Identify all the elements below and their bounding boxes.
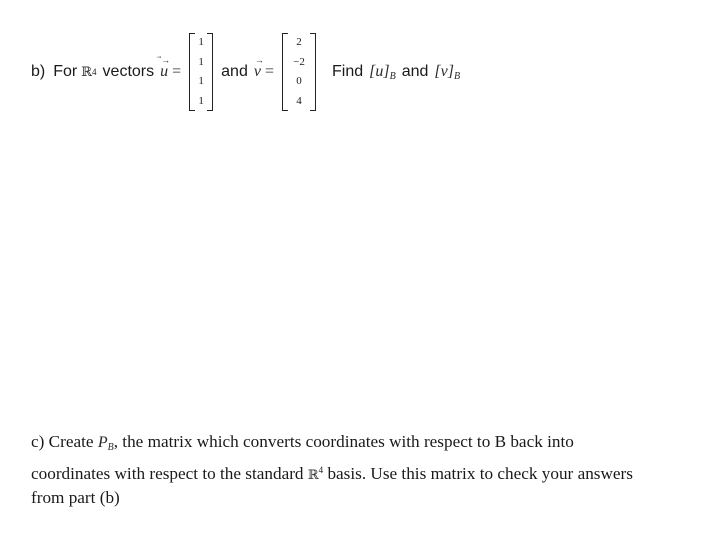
v-entry-3: 0 [296, 75, 302, 88]
real-space-symbol: ℝ [81, 64, 93, 80]
v-entry-2: −2 [293, 55, 305, 68]
for-text: For [53, 63, 78, 80]
u-entry-3: 1 [198, 75, 204, 88]
part-b-label: b) [31, 63, 46, 80]
part-c-line-3: from part (b) [31, 488, 120, 507]
real-space-exponent-c: 4 [318, 465, 324, 475]
u-entry-4: 1 [198, 94, 204, 107]
v-entry-1: 2 [296, 36, 302, 49]
find-text: Find [332, 63, 364, 80]
u-entry-2: 1 [198, 55, 204, 68]
right-bracket [310, 33, 316, 111]
u-entry-1: 1 [198, 36, 204, 49]
vector-u-symbol: ⃗→ u [160, 55, 171, 80]
and-text: and [221, 63, 248, 80]
part-b-question [31, 32, 460, 112]
equals-sign-u: = [172, 63, 182, 80]
p-b-symbol: $P_B$ [97, 434, 114, 453]
real-space-symbol-c: ℝ [307, 468, 319, 483]
part-c-line-2 [31, 459, 711, 487]
and-text-2: and [401, 63, 429, 80]
equals-sign-v: = [264, 63, 274, 80]
vectors-text: vectors [102, 63, 155, 80]
real-space-exponent: 4 [92, 67, 97, 77]
part-c-line-2-start: coordinates with respect to the standard [31, 464, 304, 483]
v-entry-4: 4 [296, 94, 302, 107]
create-text: Create [48, 432, 94, 451]
part-c-line-1-rest: , the matrix which converts coordinates with respect to B back into [113, 432, 574, 451]
v-coordinate-vector: $[v]_B$ [434, 62, 461, 82]
vector-u-matrix [189, 33, 213, 111]
part-c-label: c) [31, 432, 45, 451]
right-bracket [207, 33, 213, 111]
part-c-question [31, 431, 711, 509]
part-c-line-2-rest: basis. Use this matrix to check your answers [327, 464, 633, 483]
part-c-line-1 [31, 431, 711, 459]
vector-v-matrix [282, 33, 316, 111]
vector-v-symbol: → v [253, 55, 264, 80]
u-coordinate-vector: $[u]_B$ [369, 62, 396, 82]
